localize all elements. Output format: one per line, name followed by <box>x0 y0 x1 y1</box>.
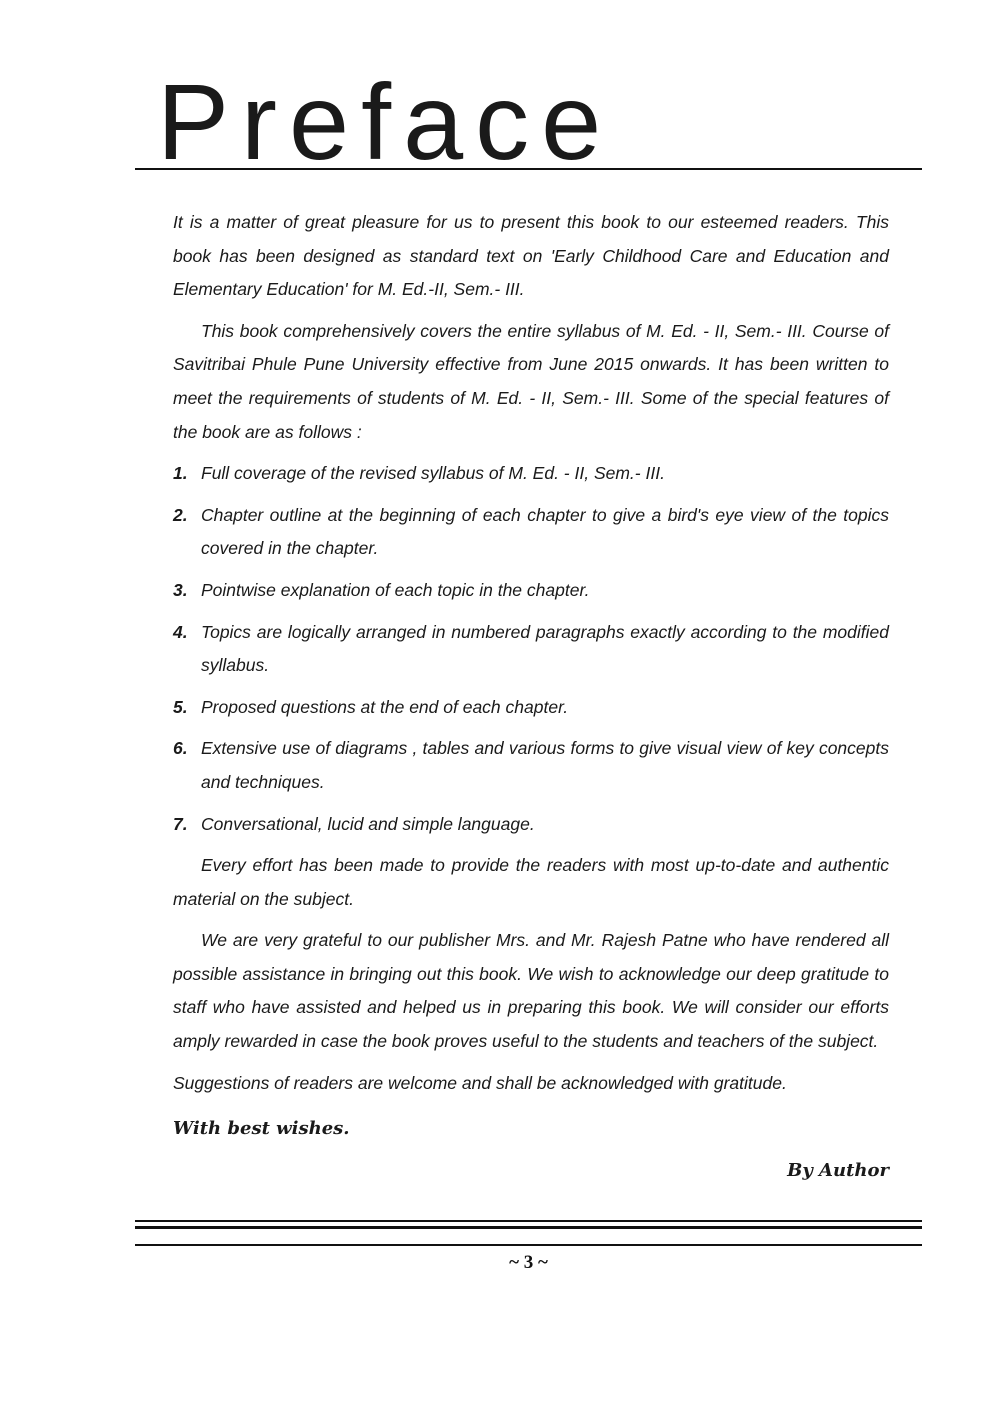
intro-paragraph-1: It is a matter of great pleasure for us to present this book to our esteemed readers. This book has been designed as standard text on 'Early Childhood Care and Education and Elementary Education' for M. Ed.-II, Sem.- III. <box>173 212 889 300</box>
closing-paragraph-1: Every effort has been made to provide the readers with most up-to-date and authentic material on the subject. <box>173 855 889 909</box>
list-item <box>173 691 889 725</box>
list-item-number: 7. <box>173 813 188 834</box>
list-item-text: Extensive use of diagrams , tables and various forms to give visual view of key concepts and techniques. <box>201 738 889 792</box>
list-item-number: 6. <box>173 738 188 759</box>
list-item-number: 2. <box>173 504 188 525</box>
list-item-text: Chapter outline at the beginning of each chapter to give a bird's eye view of the topics covered in the chapter. <box>201 504 889 559</box>
page-number: ~ 3 ~ <box>509 1252 548 1273</box>
list-item-text: Full coverage of the revised syllabus of M. Ed. - II, Sem.- III. <box>201 463 665 484</box>
list-item <box>173 574 889 608</box>
author-signature: By Author <box>787 1160 889 1182</box>
features-list <box>173 457 889 841</box>
list-item-text: Conversational, lucid and simple language. <box>201 813 535 834</box>
list-item-text: Topics are logically arranged in numbered paragraphs exactly according to the modified syllabus. <box>201 621 889 676</box>
list-item-text: Pointwise explanation of each topic in the chapter. <box>201 579 590 600</box>
list-item-number: 1. <box>173 463 188 484</box>
footer-rule-bottom <box>135 1244 922 1246</box>
closing-paragraph-3: Suggestions of readers are welcome and shall be acknowledged with gratitude. <box>173 1072 787 1093</box>
list-item <box>173 732 889 799</box>
best-wishes: With best wishes. <box>173 1118 350 1140</box>
closing-paragraph-2: We are very grateful to our publisher Mrs. and Mr. Rajesh Patne who have rendered all possible assistance in bringing out this book. We wish to acknowledge our deep gratitude to staff who have assisted and helped us in preparing this book. We will consider our efforts amply rewarded in case the book proves useful to the students and teachers of the subject. <box>173 930 889 1052</box>
list-item-number: 3. <box>173 579 188 600</box>
title-underline <box>135 168 922 170</box>
page-title: Preface <box>157 61 614 182</box>
intro-paragraph-2: This book comprehensively covers the entire syllabus of M. Ed. - II, Sem.- III. Course of Savitribai Phule Pune University effective from June 2015 onwards. It has been written to meet the requirements of students of M. Ed. - II, Sem.- III. Some of the special features of the book are as follows : <box>173 320 889 442</box>
list-item <box>173 499 889 566</box>
list-item-number: 4. <box>173 621 188 642</box>
preface-body <box>173 206 889 1192</box>
list-item <box>173 616 889 683</box>
list-item <box>173 457 889 491</box>
list-item <box>173 808 889 842</box>
list-item-text: Proposed questions at the end of each chapter. <box>201 696 569 717</box>
footer-rule-top <box>135 1220 922 1222</box>
footer-rule-middle <box>135 1226 922 1229</box>
list-item-number: 5. <box>173 696 188 717</box>
